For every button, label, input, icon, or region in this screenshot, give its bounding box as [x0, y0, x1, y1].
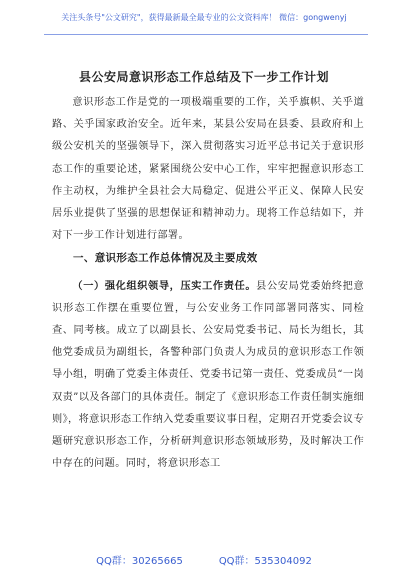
document-body: [52, 92, 364, 475]
subsection-paragraph-1: [52, 276, 364, 476]
footer-contacts: [0, 552, 408, 567]
subsection-body-1: 县公安局党委始终把意识形态工作摆在重要位置，与公安业务工作同部署同落实、同检查、同考核。成立了以副县长、公安局党委书记、局长为组长，其他党委成员为副组长，各警种部门负责人为成员的意识形态工作领导小组，明确了党委主体责任、党委书记第一责任、党委成员“一岗双责”以及各部门的具体责任。制定了《意识形态工作责任制实施细则》，将意识形态工作纳入党委重要议事日程，定期召开党委会议专题研究意识形态工作，分析研判意识形态领域形势，及时解决工作中存在的问题。同时，将意识形态工: [52, 280, 365, 470]
section-heading-1: 一、意识形态工作总体情况及主要成效: [73, 252, 258, 265]
intro-paragraph: 意识形态工作是党的一项极端重要的工作，关乎旗帜、关乎道路、关乎国家政治安全。近年来，某县公安局在县委、县政府和上级公安机关的坚强领导下，深入贯彻落实习近平总书记关于意识形态工作的重要论述，紧紧围绕公安中心工作，牢牢把握意识形态工作主动权，为维护全县社会大局稳定、促进公平正义、保障人民安居乐业提供了坚强的思想保证和精神动力。现将工作总结如下，并对下一步工作计划进行部署。: [52, 97, 364, 242]
header-divider: [44, 34, 368, 35]
qq-group-1: QQ群：30265665: [96, 556, 183, 567]
header-banner: 关注头条号"公文研究"，获得最新最全最专业的公文资料库！ 微信：gongwenyj: [61, 13, 347, 22]
document-title: 县公安局意识形态工作总结及下一步工作计划: [78, 70, 329, 84]
subsection-heading-1: （一）强化组织领导，压实工作责任。: [72, 280, 257, 292]
qq-group-2: QQ群：535304092: [218, 556, 312, 567]
